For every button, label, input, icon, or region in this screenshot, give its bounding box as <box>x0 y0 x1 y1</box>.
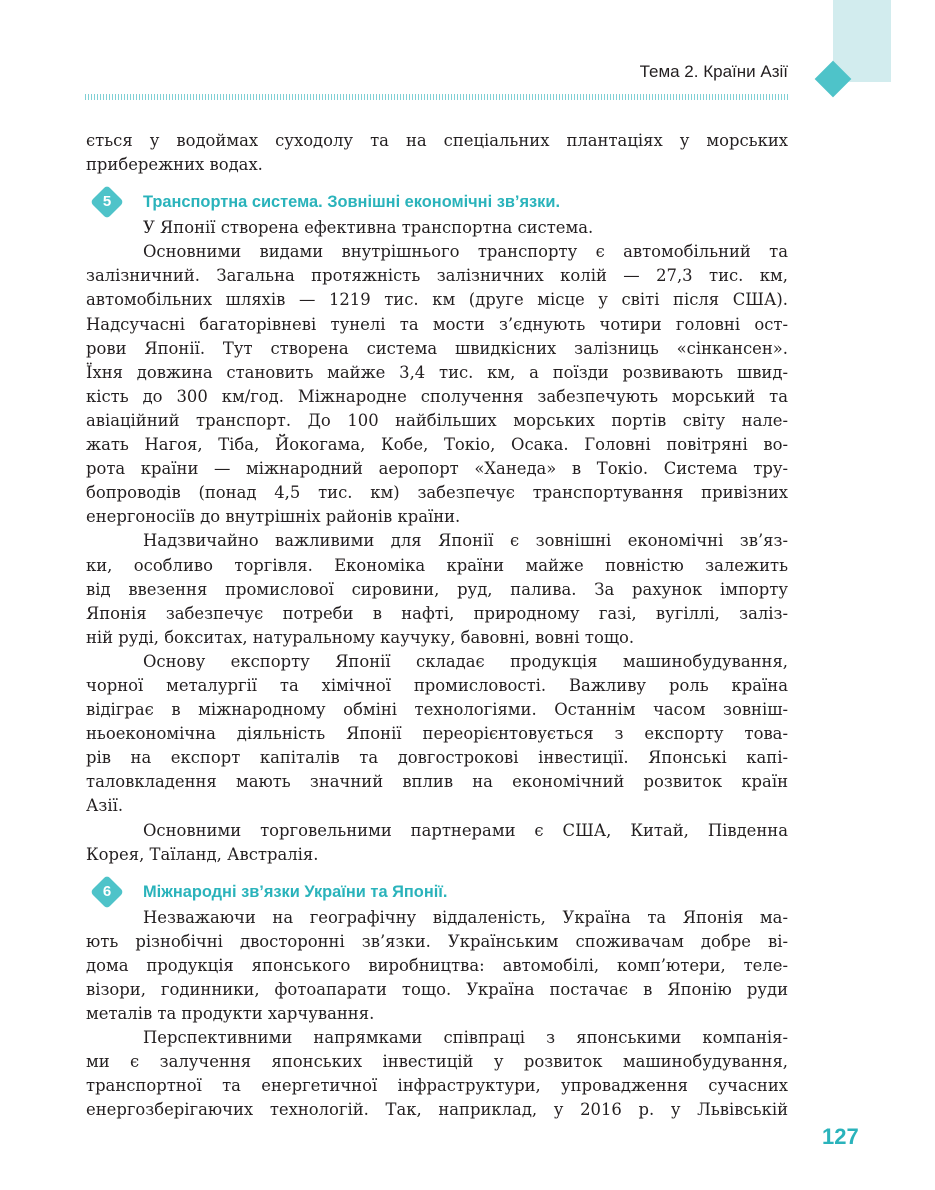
body-line: Японія забезпечує потреби в нафті, природному газі, вугіллі, заліз- <box>86 603 788 623</box>
body-line: металів та продукти харчування. <box>86 1004 375 1024</box>
body-line: автомобільних шляхів — 1219 тис. км (друге місце у світі після США). <box>86 290 788 310</box>
section-title: Транспортна система. Зовнішні економічні зв’язки. <box>143 193 561 212</box>
body-line: ється у водоймах суходолу та на спеціальних плантаціях у морських <box>86 131 788 150</box>
body-line: ній руді, бокситах, натуральному каучуку, бавовні, вовні тощо. <box>86 627 635 647</box>
body-line: Незважаючи на географічну віддаленість, Україна та Японія ма- <box>143 907 788 927</box>
section-number-badge: 5 <box>95 190 119 214</box>
body-line: кість до 300 км/год. Міжнародне сполучення забезпечують морський та <box>86 386 788 406</box>
header-dotted-rule <box>85 94 788 100</box>
body-line: дома продукція японського виробництва: автомобілі, комп’ютери, теле- <box>86 955 788 975</box>
body-line: таловкладення мають значний вплив на економічний розвиток країн <box>86 772 788 792</box>
body-line: ми є залучення японських інвестицій у розвиток машинобудування, <box>86 1052 788 1072</box>
body-line: Надзвичайно важливими для Японії є зовнішні економічні зв’яз- <box>143 531 788 551</box>
body-line: прибережних водах. <box>86 155 263 175</box>
body-line: від ввезення промислової сировини, руд, палива. За рахунок імпорту <box>86 579 788 599</box>
section-heading <box>86 188 788 216</box>
body-line: жать Нагоя, Тіба, Йокогама, Кобе, Токіо, Осака. Головні повітряні во- <box>86 435 788 455</box>
body-line: ньоекономічна діяльність Японії переорієнтовується з експорту това- <box>86 724 788 744</box>
body-line: У Японії створена ефективна транспортна система. <box>143 218 594 238</box>
body-line: Їхня довжина становить майже 3,4 тис. км, а поїзди розвивають швид- <box>86 362 788 382</box>
body-line: ки, особливо торгівля. Економіка країни майже повністю залежить <box>86 555 788 575</box>
page-body <box>86 129 788 1123</box>
body-line: візори, годинники, фотоапарати тощо. Україна постачає в Японію руди <box>86 980 788 999</box>
body-line: ють різнобічні двосторонні зв’язки. Українським споживачам добре ві- <box>86 931 788 951</box>
body-line: рота країни — міжнародний аеропорт «Ханеда» в Токіо. Система тру- <box>86 459 788 479</box>
body-line: Основними торговельними партнерами є США, Китай, Південна <box>143 820 788 840</box>
body-line: Надсучасні багаторівневі тунелі та мости з’єднують чотири головні ост- <box>86 314 788 334</box>
body-line: Основу експорту Японії складає продукція машинобудування, <box>143 651 788 671</box>
page-number: 127 <box>822 1124 859 1149</box>
body-line: енергоносіїв до внутрішніх районів країни. <box>86 507 461 527</box>
body-line: рови Японії. Тут створена система швидкісних залізниць «сінкансен». <box>86 338 788 358</box>
body-line: бопроводів (понад 4,5 тис. км) забезпечує транспортування привізних <box>86 483 788 503</box>
section-heading <box>86 878 788 906</box>
body-line: Основними видами внутрішнього транспорту є автомобільний та <box>143 242 788 262</box>
body-line: транспортної та енергетичної інфраструктури, упровадження сучасних <box>86 1076 788 1096</box>
body-line: енергозберігаючих технологій. Так, наприклад, у 2016 р. у Львівській <box>86 1100 788 1120</box>
body-line: авіаційний транспорт. До 100 найбільших морських портів світу нале- <box>86 410 788 430</box>
body-line: залізничний. Загальна протяжність залізничних колій — 27,3 тис. км, <box>86 266 788 286</box>
body-line: відіграє в міжнародному обміні технологіями. Останнім часом зовніш- <box>86 700 788 720</box>
body-line: рів на експорт капіталів та довгострокові інвестиції. Японські капі- <box>86 748 788 768</box>
section-number-badge: 6 <box>95 880 119 904</box>
body-line: Азії. <box>86 796 124 816</box>
running-head: Тема 2. Країни Азії <box>639 62 788 81</box>
body-line: Корея, Таїланд, Австралія. <box>86 844 319 864</box>
body-line: Перспективними напрямками співпраці з японськими компанія- <box>143 1028 788 1048</box>
section-title: Міжнародні зв’язки України та Японії. <box>143 882 448 901</box>
body-line: чорної металургії та хімічної промисловості. Важливу роль країна <box>86 675 788 695</box>
